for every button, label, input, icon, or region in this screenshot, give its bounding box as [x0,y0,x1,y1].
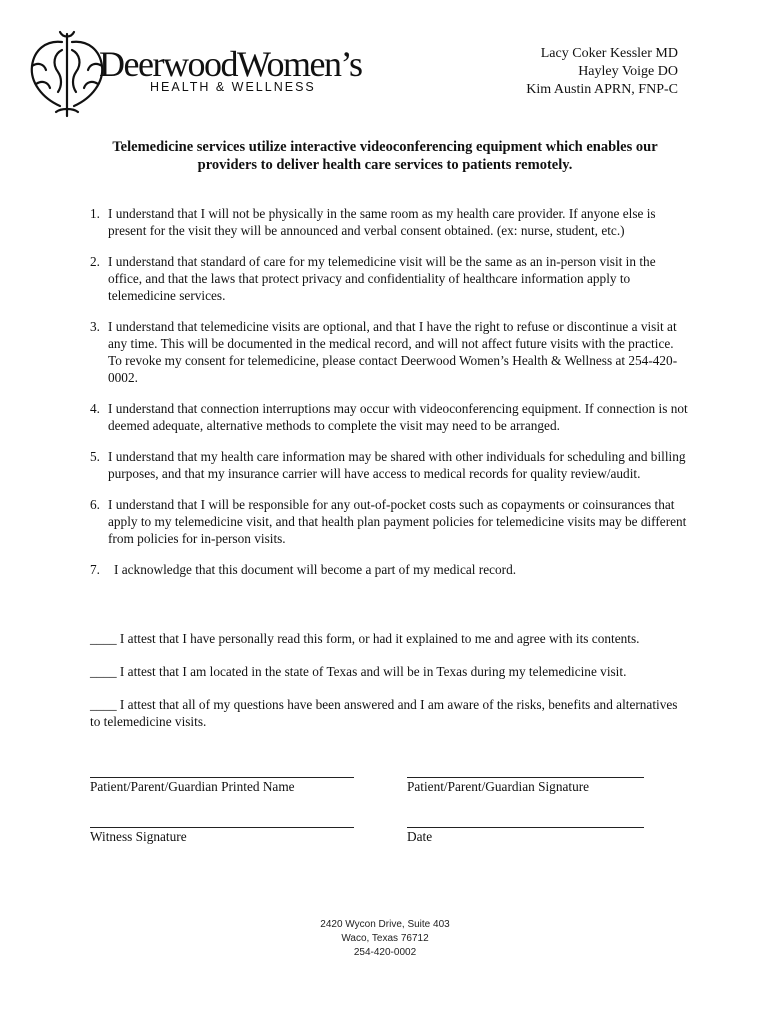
statement-item [90,448,690,482]
signature-line[interactable] [90,813,354,828]
signature-field[interactable] [407,763,644,795]
deer-antler-logo-icon [26,28,108,118]
statement-text: I acknowledge that this document will become a part of my medical record. [114,562,517,577]
statement-item [90,253,690,304]
statement-text: I understand that I will not be physically in the same room as my health care provider. If anyone else is present for the visit they will be announced and verbal consent obtained. (ex: nurse, student, etc.) [108,206,656,238]
statement-number: 3. [90,319,100,334]
statement-number: 5. [90,449,100,464]
statement-item [90,318,690,386]
provider-name: Hayley Voige DO [578,64,678,79]
printed-name-field[interactable] [90,763,354,795]
statement-number: 2. [90,254,100,269]
statement-text: I understand that my health care information may be shared with other individuals for scheduling and billing purposes, and that my insurance carrier will have access to medical records for quality review/audit. [108,449,686,481]
signature-line[interactable] [407,763,644,778]
attestation-read-form[interactable]: ____ I attest that I have personally read this form, or had it explained to me and agree with its contents. [90,631,640,646]
statement-number: 4. [90,401,100,416]
provider-list [526,45,678,99]
address-line-1: 2420 Wycon Drive, Suite 403 [320,919,450,930]
attestation-located-texas[interactable]: ____ I attest that I am located in the state of Texas and will be in Texas during my telemedicine visit. [90,664,627,679]
statement-item [90,561,690,578]
printed-name-label: Patient/Parent/Guardian Printed Name [90,779,295,794]
statement-text: I understand that telemedicine visits are optional, and that I have the right to refuse or discontinue a visit at any time. This will be documented in the medical record, and will not affect future visits with the practice. To revoke my consent for telemedicine, please contact Deerwood Women’s Health & Wellness at 254-420-0002. [108,319,678,385]
brand-name: DeerwoodWomen’s [99,44,362,84]
brand-logo [26,28,376,118]
date-field[interactable] [407,813,644,845]
footer-address [0,918,770,960]
statement-item [90,496,690,547]
statement-number: 1. [90,206,100,221]
statement-text: I understand that standard of care for my telemedicine visit will be the same as an in-person visit in the office, and that the laws that protect privacy and confidentiality of healthcare information apply to telemedicine services. [108,254,656,303]
witness-label: Witness Signature [90,829,187,844]
address-line-2: Waco, Texas 76712 [341,933,429,944]
signature-line[interactable] [90,763,354,778]
statement-number: 7. [90,562,100,577]
witness-signature-field[interactable] [90,813,354,845]
signature-label: Patient/Parent/Guardian Signature [407,779,590,794]
statement-item [90,400,690,434]
date-label: Date [407,829,433,844]
signature-line[interactable] [407,813,644,828]
statement-item [90,205,690,239]
document-heading: Telemedicine services utilize interactive videoconferencing equipment which enables our providers to deliver health care services to patients remotely. [112,139,658,173]
provider-name: Kim Austin APRN, FNP-C [526,82,678,97]
consent-statements [90,205,690,592]
provider-name: Lacy Coker Kessler MD [540,46,678,61]
footer-phone: 254-420-0002 [353,947,417,958]
statement-text: I understand that connection interruptions may occur with videoconferencing equipment. If connection is not deemed adequate, alternative methods to complete the visit may need to be arranged. [108,401,688,433]
statement-text: I understand that I will be responsible for any out-of-pocket costs such as copayments or coinsurances that apply to my telemedicine visit, and that health plan payment policies for telemedicine visits may be different from policies for in-person visits. [108,497,687,546]
attestation-questions-answered[interactable]: ____ I attest that all of my questions have been answered and I am aware of the risks, benefits and alternatives to telemedicine visits. [90,697,678,729]
brand-tagline: HEALTH & WELLNESS [150,80,316,94]
statement-number: 6. [90,497,100,512]
